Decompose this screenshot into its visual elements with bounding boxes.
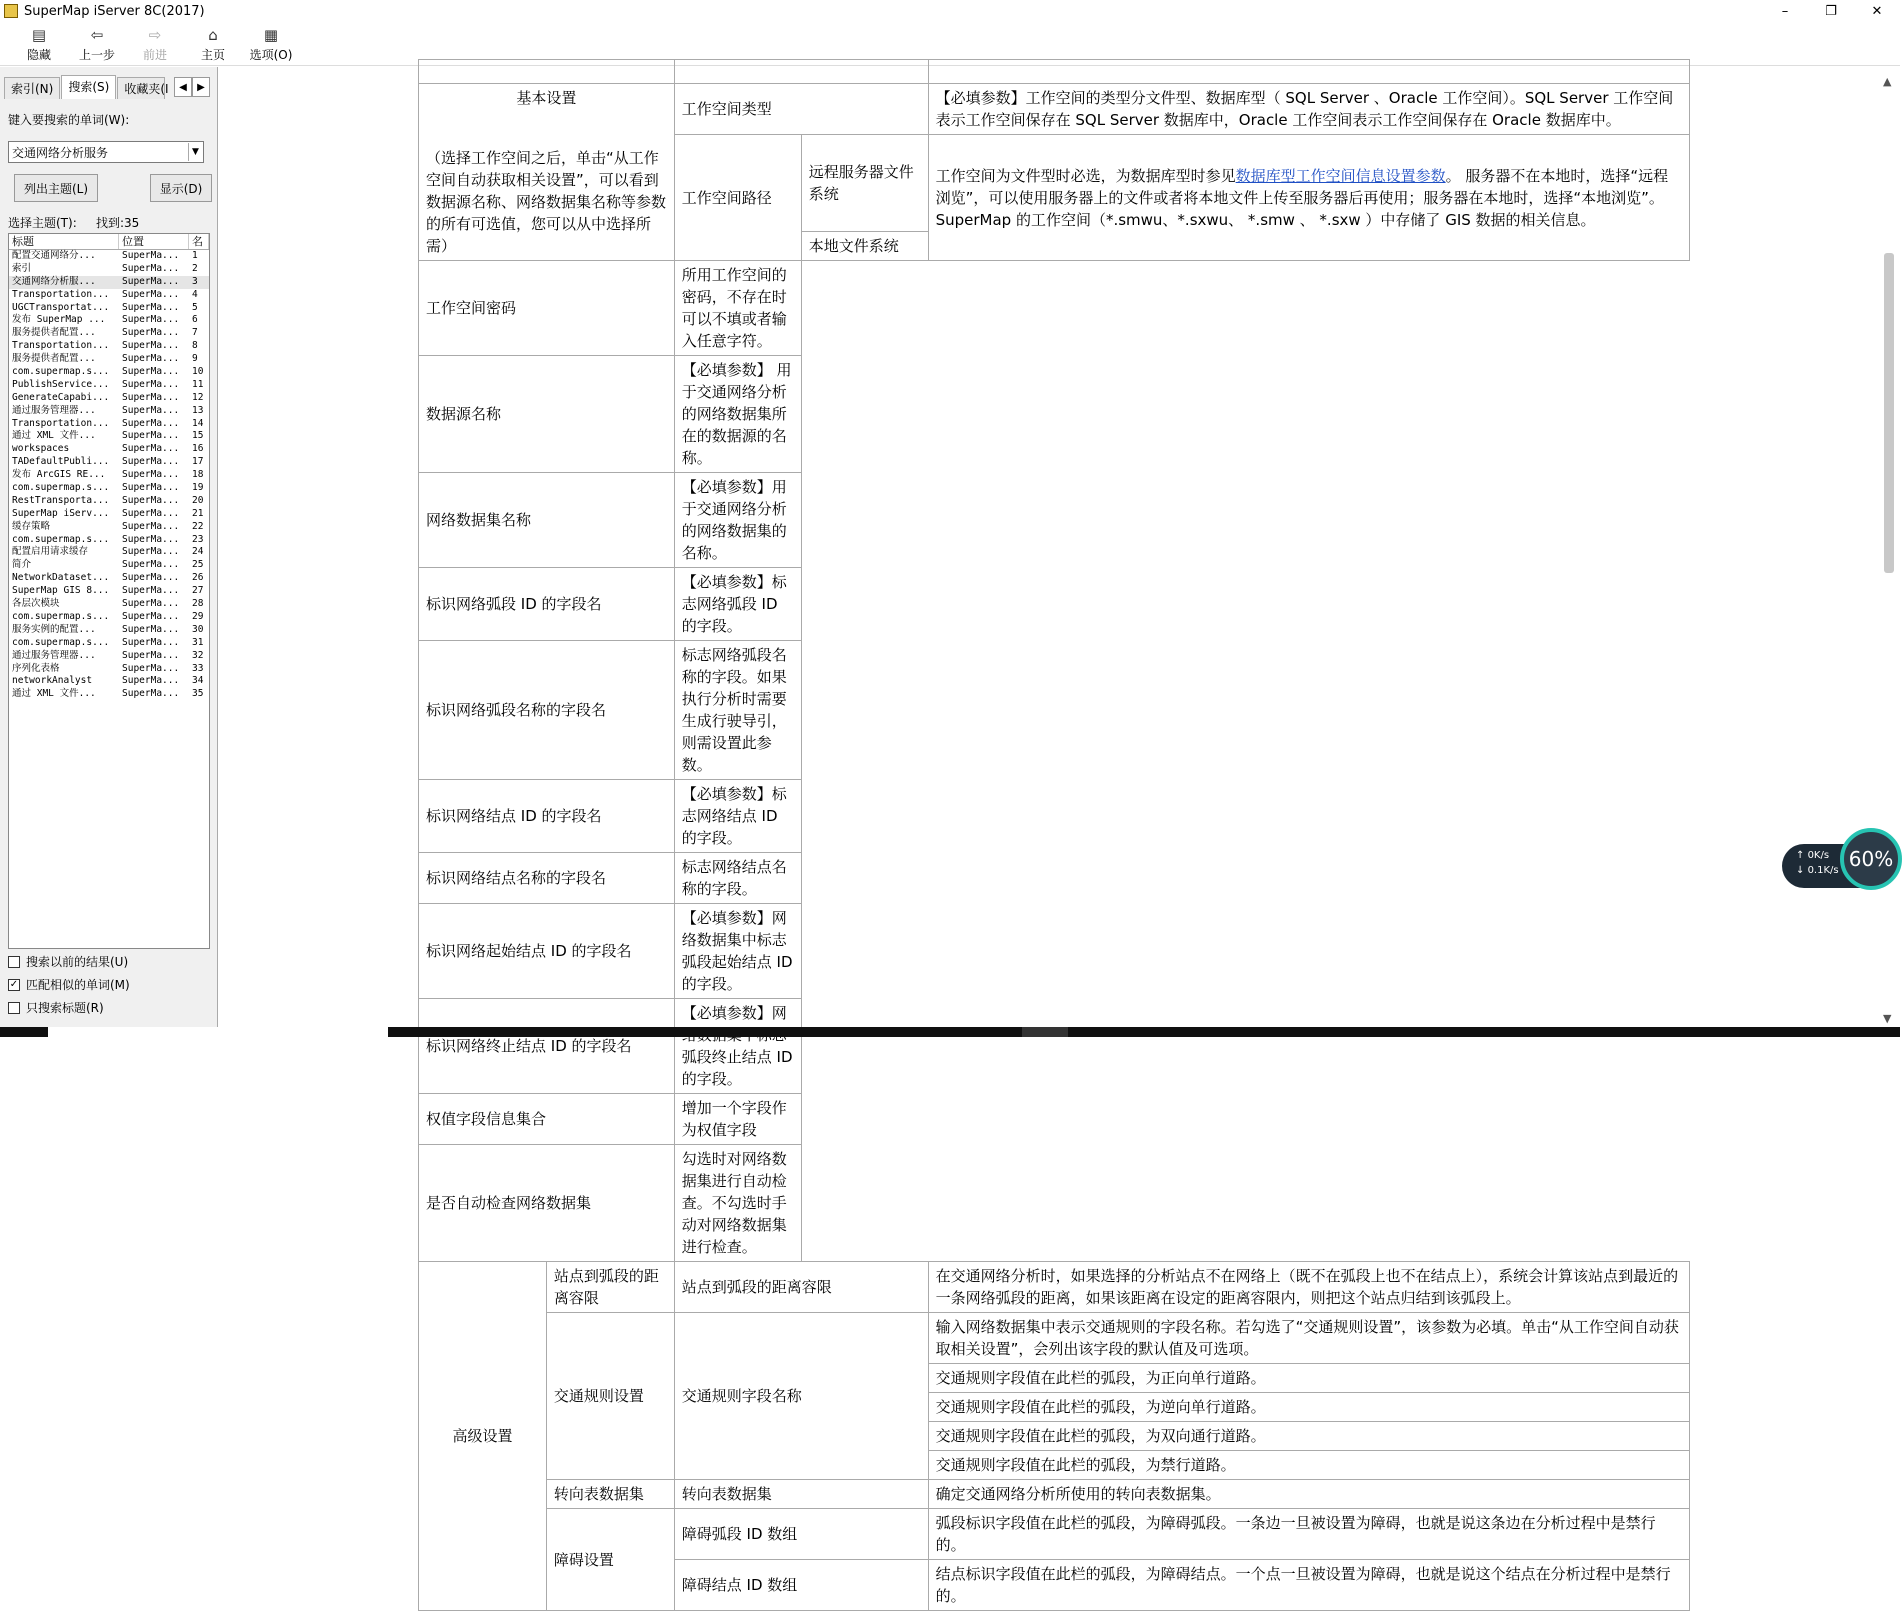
param-name: 标识网络弧段名称的字段名 (419, 641, 675, 780)
found-count: 找到:35 (96, 216, 140, 230)
search-dropdown-icon[interactable]: ▼ (188, 143, 202, 161)
result-title: 通过服务管理器... (12, 404, 96, 416)
param-desc: 【必填参数】标志网络弧段 ID 的字段。 (674, 568, 801, 641)
result-rank: 20 (192, 494, 204, 506)
advanced-settings-cell: 高级设置 (419, 1262, 547, 1611)
param-desc: 弧段标识字段值在此栏的弧段，为障碍弧段。一条边一旦被设置为障碍，也就是说这条边在分析过程中是禁行的。 (928, 1509, 1689, 1560)
result-rank: 22 (192, 520, 204, 532)
result-location: SuperMa... (122, 378, 180, 390)
display-button[interactable]: 显示(D) (150, 174, 212, 202)
param-name: 交通规则字段名称 (674, 1313, 928, 1480)
option-match-similar[interactable]: ✓ 匹配相似的单词(M) (9, 978, 130, 992)
result-title: 通过 XML 文件... (12, 430, 96, 442)
result-location: SuperMa... (122, 391, 180, 403)
result-location: SuperMa... (122, 559, 180, 571)
result-title: Transportation... (12, 340, 110, 352)
result-location: SuperMa... (122, 250, 180, 261)
param-desc: 【必填参数】网 弧段终止结点 ID 的字段。 (674, 999, 801, 1094)
restore-button[interactable]: ❐ (1825, 3, 1837, 19)
list-item[interactable] (9, 637, 209, 650)
result-location: SuperMa... (122, 675, 180, 687)
list-item[interactable] (9, 302, 209, 315)
result-title: 简介 (12, 559, 32, 571)
table-row (419, 1509, 1690, 1560)
tab-left-arrow-icon[interactable]: ◀ (174, 77, 192, 97)
list-item[interactable] (9, 392, 209, 405)
group-name: 转向表数据集 (546, 1480, 674, 1509)
back-button[interactable] (68, 22, 126, 66)
result-title: 通过 XML 文件... (12, 688, 96, 700)
param-name: 标识网络终止结点 ID 的字段名 (419, 999, 675, 1094)
upload-speed: ↑ 0K/s (1796, 850, 1830, 861)
list-item[interactable] (9, 353, 209, 366)
result-rank: 28 (192, 598, 204, 610)
close-button[interactable]: ✕ (1871, 3, 1883, 19)
result-location: SuperMa... (122, 572, 180, 584)
param-desc: 增加一个字段作为权值字段 (674, 1094, 801, 1145)
list-item[interactable] (9, 521, 209, 534)
result-title: SuperMap iServ... (12, 507, 110, 519)
param-name: 标识网络弧段 ID 的字段名 (419, 568, 675, 641)
result-title: TADefaultPubli... (12, 456, 110, 468)
network-speed-widget[interactable] (1782, 828, 1900, 904)
result-title: 缓存策略 (12, 520, 51, 532)
window-titlebar (0, 0, 1900, 22)
result-rank: 32 (192, 649, 204, 661)
list-item[interactable] (9, 289, 209, 302)
param-desc: 【必填参数】标志网络结点 ID 的字段。 (674, 780, 801, 853)
param-desc: 交通规则字段值在此栏的弧段，为逆向单行道路。 (928, 1393, 1689, 1422)
param-desc: 【必填参数】工作空间的类型分文件型、数据库型（ SQL Server 、Oracle 工作空间）。SQL Server 工作空间表示工作空间保存在 SQL Server 数据库中，Oracle 工作空间表示工作空间保存在 Oracle 数据库中。 (928, 84, 1689, 135)
result-location: SuperMa... (122, 507, 180, 519)
param-name: 标识网络起始结点 ID 的字段名 (419, 904, 675, 999)
list-item[interactable] (9, 559, 209, 572)
memory-usage-gauge: 60% (1840, 828, 1902, 890)
forward-button[interactable] (126, 22, 184, 66)
result-rank: 11 (192, 378, 204, 390)
checkbox-checked-icon: ✓ (9, 978, 19, 990)
result-title: com.supermap.s... (12, 533, 110, 545)
result-rank: 35 (192, 688, 204, 700)
forward-arrow-icon: ⇨ (148, 25, 162, 44)
tab-favorites[interactable]: 收藏夹(I (117, 77, 165, 99)
param-desc: 交通规则字段值在此栏的弧段，为正向单行道路。 (928, 1364, 1689, 1393)
param-desc: 【必填参数】 用于交通网络分析的网络数据集所在的数据源的名称。 (674, 356, 801, 473)
list-item[interactable] (9, 443, 209, 456)
result-location: SuperMa... (122, 404, 180, 416)
result-location: SuperMa... (122, 623, 180, 635)
result-title: com.supermap.s... (12, 482, 110, 494)
list-item[interactable] (9, 340, 209, 353)
result-title: com.supermap.s... (12, 610, 110, 622)
search-input[interactable] (8, 141, 204, 163)
result-rank: 10 (192, 366, 204, 378)
search-label: 键入要搜索的单词(W): (8, 113, 130, 127)
home-label: 主页 (200, 47, 225, 62)
result-title: 发布 ArcGIS RE... (12, 469, 106, 481)
table-row (419, 84, 1690, 135)
result-title: 发布 SuperMap ... (12, 314, 106, 326)
checkbox-icon (8, 1002, 20, 1014)
back-arrow-icon: ⇦ (90, 25, 104, 44)
basic-rows (419, 261, 1690, 1262)
result-rank: 4 (192, 288, 198, 300)
result-title: 交通网络分析服... (12, 275, 96, 287)
result-title: 索引 (12, 262, 32, 274)
table-row (419, 60, 1690, 84)
result-location: SuperMa... (122, 494, 180, 506)
result-location: SuperMa... (122, 366, 180, 378)
list-item[interactable] (9, 572, 209, 585)
result-rank: 23 (192, 533, 204, 545)
result-rank: 31 (192, 636, 204, 648)
list-item[interactable] (9, 250, 209, 263)
result-title: workspaces (12, 443, 70, 455)
result-location: SuperMa... (122, 275, 180, 287)
col-rank[interactable]: 名 (189, 234, 209, 249)
list-item[interactable] (9, 598, 209, 611)
result-rank: 12 (192, 391, 204, 403)
table-row (419, 568, 1690, 641)
workspace-settings-link[interactable]: 数据库型工作空间信息设置参数 (1235, 166, 1446, 185)
result-rank: 8 (192, 340, 198, 352)
table-row (419, 261, 1690, 356)
result-location: SuperMa... (122, 327, 180, 339)
result-location: SuperMa... (122, 417, 180, 429)
param-desc: 工作空间为文件型时必选，为数据库型时参见数据库型工作空间信息设置参数。 服务器不在本地时，选择“远程浏览”，可以使用服务器上的文件或者将本地文件上传至服务器后再使用；服务器在本地时，选择“本地浏览”。 SuperMap 的工作空间（*.smwu、*.sxwu、 *.smw 、 *.sxw ）中存储了 GIS 数据的相关信息。 (928, 135, 1689, 261)
result-location: SuperMa... (122, 482, 180, 494)
param-desc: 确定交通网络分析所使用的转向表数据集。 (928, 1480, 1689, 1509)
select-topic-label: 选择主题(T): (8, 216, 77, 230)
result-title: 配置启用请求缓存 (12, 546, 89, 558)
table-row (419, 641, 1690, 780)
list-item[interactable] (9, 314, 209, 327)
result-title: RestTransporta... (12, 494, 110, 506)
list-item[interactable] (9, 276, 209, 289)
param-name: 障碍结点 ID 数组 (674, 1560, 928, 1611)
result-location: SuperMa... (122, 610, 180, 622)
param-desc: 交通规则字段值在此栏的弧段，为双向通行道路。 (928, 1422, 1689, 1451)
checkbox-icon (8, 956, 20, 968)
result-location: SuperMa... (122, 456, 180, 468)
group-name: 交通规则设置 (546, 1313, 674, 1480)
result-location: SuperMa... (122, 340, 180, 352)
list-item[interactable] (9, 456, 209, 469)
list-item[interactable] (9, 469, 209, 482)
list-item[interactable] (9, 366, 209, 379)
scroll-down-icon[interactable]: ▼ (1883, 1012, 1892, 1025)
result-title: 服务实例的配置... (12, 623, 96, 635)
table-row (419, 356, 1690, 473)
result-location: SuperMa... (122, 598, 180, 610)
taskbar-active-app[interactable] (48, 1027, 388, 1037)
result-rank: 2 (192, 262, 198, 274)
param-name: 工作空间路径 (674, 135, 801, 261)
result-rank: 3 (192, 275, 198, 287)
result-rank: 7 (192, 327, 198, 339)
option-titles-only[interactable]: 只搜索标题(R) (8, 999, 104, 1016)
taskbar-item[interactable] (1022, 1027, 1068, 1037)
options-label: 选项(O) (249, 47, 293, 62)
result-rank: 15 (192, 430, 204, 442)
list-item[interactable] (9, 482, 209, 495)
basic-settings-title: 基本设置 (516, 89, 577, 107)
result-rank: 5 (192, 301, 198, 313)
param-name: 障碍弧段 ID 数组 (674, 1509, 928, 1560)
result-rank: 19 (192, 482, 204, 494)
result-rank: 13 (192, 404, 204, 416)
result-rank: 14 (192, 417, 204, 429)
param-desc: 标志网络弧段名称的字段。如果执行分析时需要生成行驶导引，则需设置此参数。 (674, 641, 801, 780)
result-rank: 16 (192, 443, 204, 455)
list-item[interactable] (9, 675, 209, 688)
list-item[interactable] (9, 534, 209, 547)
result-rank: 1 (192, 250, 198, 261)
document-content (226, 67, 1876, 1605)
param-name: 站点到弧段的距离容限 (674, 1262, 928, 1313)
list-item[interactable] (9, 688, 209, 701)
param-subname: 远程服务器文件系统 (801, 135, 928, 232)
result-title: 各层次模块 (12, 598, 60, 610)
result-rank: 34 (192, 675, 204, 687)
list-item[interactable] (9, 663, 209, 676)
result-rank: 29 (192, 610, 204, 622)
minimize-button[interactable]: – (1781, 3, 1789, 19)
table-row (419, 1094, 1690, 1145)
options-button[interactable] (242, 22, 300, 66)
result-title: UGCTransportat... (12, 301, 110, 313)
taskbar (0, 1027, 1900, 1037)
param-name: 网络数据集名称 (419, 473, 675, 568)
result-location: SuperMa... (122, 649, 180, 661)
tab-right-arrow-icon[interactable]: ▶ (192, 77, 210, 97)
navigation-pane (0, 67, 218, 1027)
option-search-previous[interactable]: 搜索以前的结果(U) (8, 953, 128, 970)
home-button[interactable] (184, 22, 242, 66)
result-title: Transportation... (12, 417, 110, 429)
result-location: SuperMa... (122, 520, 180, 532)
app-icon (4, 4, 18, 18)
result-rank: 24 (192, 546, 204, 558)
table-row (419, 1313, 1690, 1364)
table-row (419, 1145, 1690, 1262)
result-title: 配置交通网络分... (12, 250, 96, 261)
result-location: SuperMa... (122, 262, 180, 274)
result-title: com.supermap.s... (12, 636, 110, 648)
result-location: SuperMa... (122, 430, 180, 442)
param-desc: 在交通网络分析时，如果选择的分析站点不在网络上（既不在弧段上也不在结点上），系统会计算该站点到最近的一条网络弧段的距离，如果该距离在设定的距离容限内，则把这个站点归结到该弧段上。 (928, 1262, 1689, 1313)
param-name: 工作空间密码 (419, 261, 675, 356)
basic-settings-note: （选择工作空间之后，单击“从工作空间自动获取相关设置”，可以看到数据源名称、网络数据集名称等参数的所有可选值，您可以从中选择所需） (426, 149, 667, 255)
download-speed: ↓ 0.1K/s (1796, 865, 1839, 876)
param-desc: 所用工作空间的密码，不存在时可以不填或者输入任意字符。 (674, 261, 801, 356)
table-row (419, 853, 1690, 904)
result-location: SuperMa... (122, 546, 180, 558)
result-title: 服务提供者配置... (12, 327, 96, 339)
param-desc: 【必填参数】用于交通网络分析的网络数据集的名称。 (674, 473, 801, 568)
hide-icon: ▤ (31, 25, 47, 44)
result-title: GenerateCapabi... (12, 391, 110, 403)
list-item[interactable] (9, 611, 209, 624)
list-item[interactable] (9, 263, 209, 276)
result-location: SuperMa... (122, 353, 180, 365)
param-name: 工作空间类型 (674, 84, 928, 135)
param-desc: 结点标识字段值在此栏的弧段，为障碍结点。一个点一旦被设置为障碍，也就是说这个结点在分析过程中是禁行的。 (928, 1560, 1689, 1611)
result-title: SuperMap GIS 8... (12, 585, 110, 597)
list-topics-button[interactable]: 列出主题(L) (14, 174, 98, 202)
param-desc: 输入网络数据集中表示交通规则的字段名称。若勾选了“交通规则设置”，该参数为必填。单击“从工作空间自动获取相关设置”，会列出该字段的默认值及可选项。 (928, 1313, 1689, 1364)
list-item[interactable] (9, 405, 209, 418)
list-item[interactable] (9, 379, 209, 392)
param-name: 数据源名称 (419, 356, 675, 473)
list-item[interactable] (9, 624, 209, 637)
result-location: SuperMa... (122, 314, 180, 326)
result-rank: 6 (192, 314, 198, 326)
group-name: 障碍设置 (546, 1509, 674, 1611)
result-rank: 27 (192, 585, 204, 597)
result-location: SuperMa... (122, 533, 180, 545)
basic-settings-cell (419, 84, 675, 261)
result-location: SuperMa... (122, 301, 180, 313)
list-item[interactable] (9, 495, 209, 508)
table-row (419, 999, 1690, 1094)
result-rank: 17 (192, 456, 204, 468)
result-title: 通过服务管理器... (12, 649, 96, 661)
table-row (419, 780, 1690, 853)
tab-search[interactable]: 搜索(S) (61, 75, 116, 99)
table-row (419, 1262, 1690, 1313)
options-icon: ▦ (263, 25, 279, 44)
table-row (419, 473, 1690, 568)
list-item[interactable] (9, 585, 209, 598)
forward-label: 前进 (142, 47, 167, 62)
results-rows (9, 250, 209, 701)
result-title: 序列化表格 (12, 662, 60, 674)
param-subname: 本地文件系统 (801, 232, 928, 261)
table-row (419, 904, 1690, 999)
result-title: com.supermap.s... (12, 366, 110, 378)
tab-scroll-arrows (174, 77, 210, 97)
parameter-table (418, 59, 1690, 1611)
list-item[interactable] (9, 430, 209, 443)
list-item[interactable] (9, 546, 209, 559)
result-rank: 25 (192, 559, 204, 571)
scroll-thumb[interactable] (1884, 253, 1894, 573)
window-title: SuperMap iServer 8C(2017) (24, 3, 205, 19)
result-title: 服务提供者配置... (12, 353, 96, 365)
results-list[interactable] (8, 233, 210, 949)
scroll-up-icon[interactable]: ▲ (1883, 75, 1892, 88)
result-rank: 18 (192, 469, 204, 481)
list-item[interactable] (9, 418, 209, 431)
group-name: 站点到弧段的距离容限 (546, 1262, 674, 1313)
result-location: SuperMa... (122, 636, 180, 648)
result-location: SuperMa... (122, 688, 180, 700)
col-location[interactable]: 位置 (119, 234, 189, 249)
result-title: networkAnalyst (12, 675, 93, 687)
param-name: 标识网络结点 ID 的字段名 (419, 780, 675, 853)
result-rank: 9 (192, 353, 198, 365)
hide-button[interactable] (10, 22, 68, 66)
param-name: 权值字段信息集合 (419, 1094, 675, 1145)
result-title: NetworkDataset... (12, 572, 110, 584)
table-row (419, 1480, 1690, 1509)
col-title[interactable]: 标题 (9, 234, 119, 249)
param-name: 转向表数据集 (674, 1480, 928, 1509)
result-rank: 33 (192, 662, 204, 674)
home-icon: ⌂ (208, 25, 218, 44)
result-rank: 26 (192, 572, 204, 584)
result-rank: 21 (192, 507, 204, 519)
result-title: Transportation... (12, 288, 110, 300)
result-title: PublishService... (12, 378, 110, 390)
param-name: 是否自动检查网络数据集 (419, 1145, 675, 1262)
param-desc: 标志网络结点名称的字段。 (674, 853, 801, 904)
param-desc: 交通规则字段值在此栏的弧段，为禁行道路。 (928, 1451, 1689, 1480)
result-location: SuperMa... (122, 662, 180, 674)
hide-label: 隐藏 (26, 47, 51, 62)
window-controls (1762, 0, 1900, 22)
result-location: SuperMa... (122, 443, 180, 455)
param-name: 标识网络结点名称的字段名 (419, 853, 675, 904)
result-location: SuperMa... (122, 469, 180, 481)
back-label: 上一步 (78, 47, 115, 62)
result-rank: 30 (192, 623, 204, 635)
param-desc: 【必填参数】网络数据集中标志弧段起始结点 ID 的字段。 (674, 904, 801, 999)
result-location: SuperMa... (122, 288, 180, 300)
param-desc: 勾选时对网络数据集进行自动检查。不勾选时手动对网络数据集进行检查。 (674, 1145, 801, 1262)
list-item[interactable] (9, 650, 209, 663)
results-header (9, 234, 209, 250)
tab-index[interactable]: 索引(N) (4, 77, 60, 99)
result-location: SuperMa... (122, 585, 180, 597)
list-item[interactable] (9, 327, 209, 340)
list-item[interactable] (9, 508, 209, 521)
